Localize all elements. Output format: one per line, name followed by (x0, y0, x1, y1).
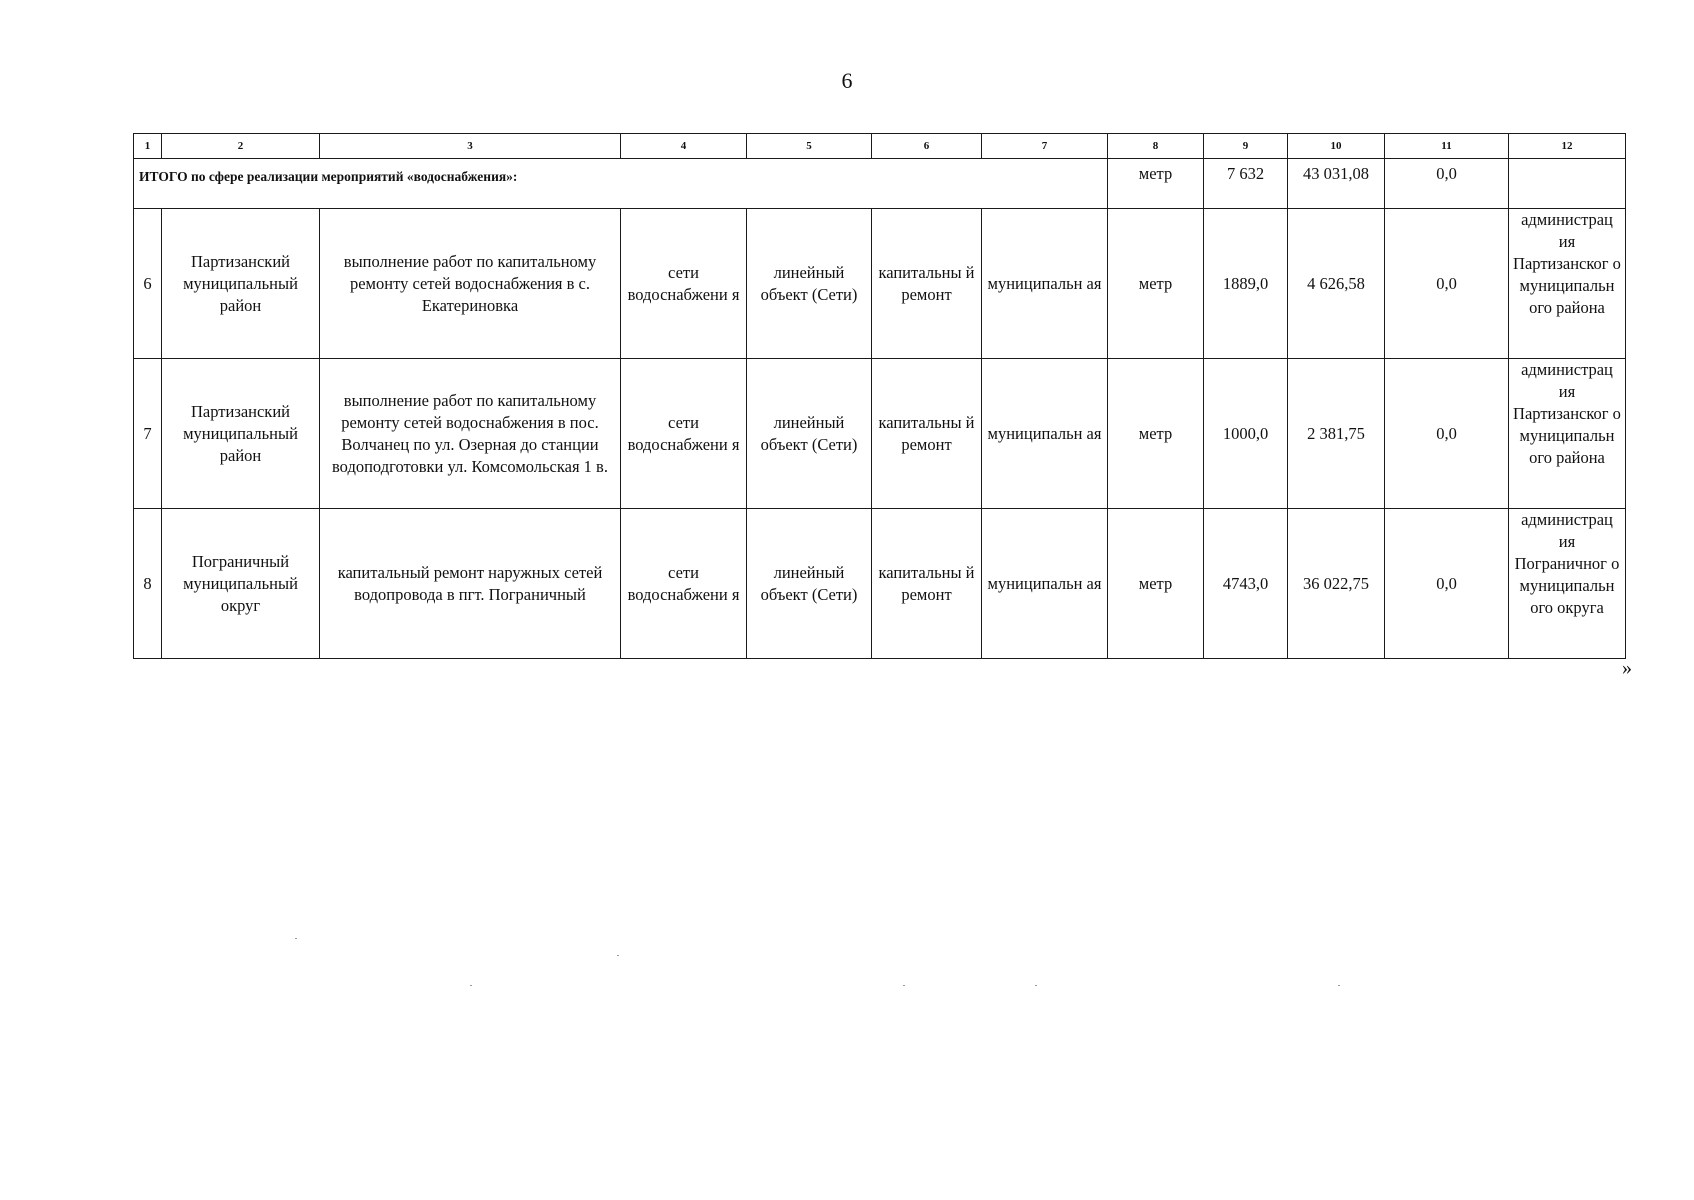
territory-cell: Пограничный муниципальный округ (162, 509, 320, 659)
column-number: 3 (320, 134, 621, 159)
column-number: 1 (134, 134, 162, 159)
column-number: 12 (1509, 134, 1626, 159)
scan-speck (1338, 985, 1340, 986)
network-cell: сети водоснабжени я (621, 209, 747, 359)
row-number: 8 (134, 509, 162, 659)
column-number: 10 (1288, 134, 1385, 159)
owner-cell: администрац ия Пограничног о муниципальн ого округа (1509, 509, 1626, 659)
total-row (134, 159, 1626, 209)
owner-cell: администрац ия Партизанског о муниципальн ого района (1509, 359, 1626, 509)
description-cell: капитальный ремонт наружных сетей водопровода в пгт. Пограничный (320, 509, 621, 659)
page-number: 6 (841, 68, 853, 93)
works-table (133, 133, 1626, 659)
ownership-cell: муниципальн ая (982, 359, 1108, 509)
unit-cell: метр (1108, 509, 1204, 659)
continuation-mark: » (1622, 657, 1632, 679)
owner-cell: администрац ия Партизанског о муниципальн ого района (1509, 209, 1626, 359)
scan-speck (1035, 985, 1037, 986)
work-type-cell: капитальны й ремонт (872, 209, 982, 359)
object-type-cell: линейный объект (Сети) (747, 209, 872, 359)
unit-cell: метр (1108, 359, 1204, 509)
object-type-cell: линейный объект (Сети) (747, 509, 872, 659)
scan-speck (617, 955, 619, 956)
total-label: ИТОГО по сфере реализации мероприятий «водоснабжения»: (134, 159, 1108, 209)
scan-speck (470, 985, 472, 986)
col11-cell: 0,0 (1385, 509, 1509, 659)
ownership-cell: муниципальн ая (982, 509, 1108, 659)
cost-cell: 36 022,75 (1288, 509, 1385, 659)
table-row (134, 209, 1626, 359)
work-type-cell: капитальны й ремонт (872, 359, 982, 509)
col11-cell: 0,0 (1385, 359, 1509, 509)
total-unit: метр (1108, 159, 1204, 209)
column-number: 8 (1108, 134, 1204, 159)
work-type-cell: капитальны й ремонт (872, 509, 982, 659)
total-quantity: 7 632 (1204, 159, 1288, 209)
description-cell: выполнение работ по капитальному ремонту сетей водоснабжения в пос. Волчанец по ул. Озерная до станции водоподготовки ул. Комсомольская 1 в. (320, 359, 621, 509)
territory-cell: Партизанский муниципальный район (162, 359, 320, 509)
cost-cell: 4 626,58 (1288, 209, 1385, 359)
description-cell: выполнение работ по капитальному ремонту сетей водоснабжения в с. Екатериновка (320, 209, 621, 359)
row-number: 6 (134, 209, 162, 359)
column-number: 9 (1204, 134, 1288, 159)
column-number: 11 (1385, 134, 1509, 159)
col11-cell: 0,0 (1385, 209, 1509, 359)
territory-cell: Партизанский муниципальный район (162, 209, 320, 359)
table-row (134, 359, 1626, 509)
quantity-cell: 4743,0 (1204, 509, 1288, 659)
cost-cell: 2 381,75 (1288, 359, 1385, 509)
object-type-cell: линейный объект (Сети) (747, 359, 872, 509)
column-number: 2 (162, 134, 320, 159)
quantity-cell: 1000,0 (1204, 359, 1288, 509)
quantity-cell: 1889,0 (1204, 209, 1288, 359)
network-cell: сети водоснабжени я (621, 359, 747, 509)
column-number: 4 (621, 134, 747, 159)
ownership-cell: муниципальн ая (982, 209, 1108, 359)
table-row (134, 509, 1626, 659)
column-number: 7 (982, 134, 1108, 159)
row-number: 7 (134, 359, 162, 509)
network-cell: сети водоснабжени я (621, 509, 747, 659)
scan-speck (903, 985, 905, 986)
total-cost: 43 031,08 (1288, 159, 1385, 209)
column-number-row (134, 134, 1626, 159)
scan-speck (295, 938, 297, 939)
column-number: 6 (872, 134, 982, 159)
column-number: 5 (747, 134, 872, 159)
total-col12 (1509, 159, 1626, 209)
total-col11: 0,0 (1385, 159, 1509, 209)
unit-cell: метр (1108, 209, 1204, 359)
